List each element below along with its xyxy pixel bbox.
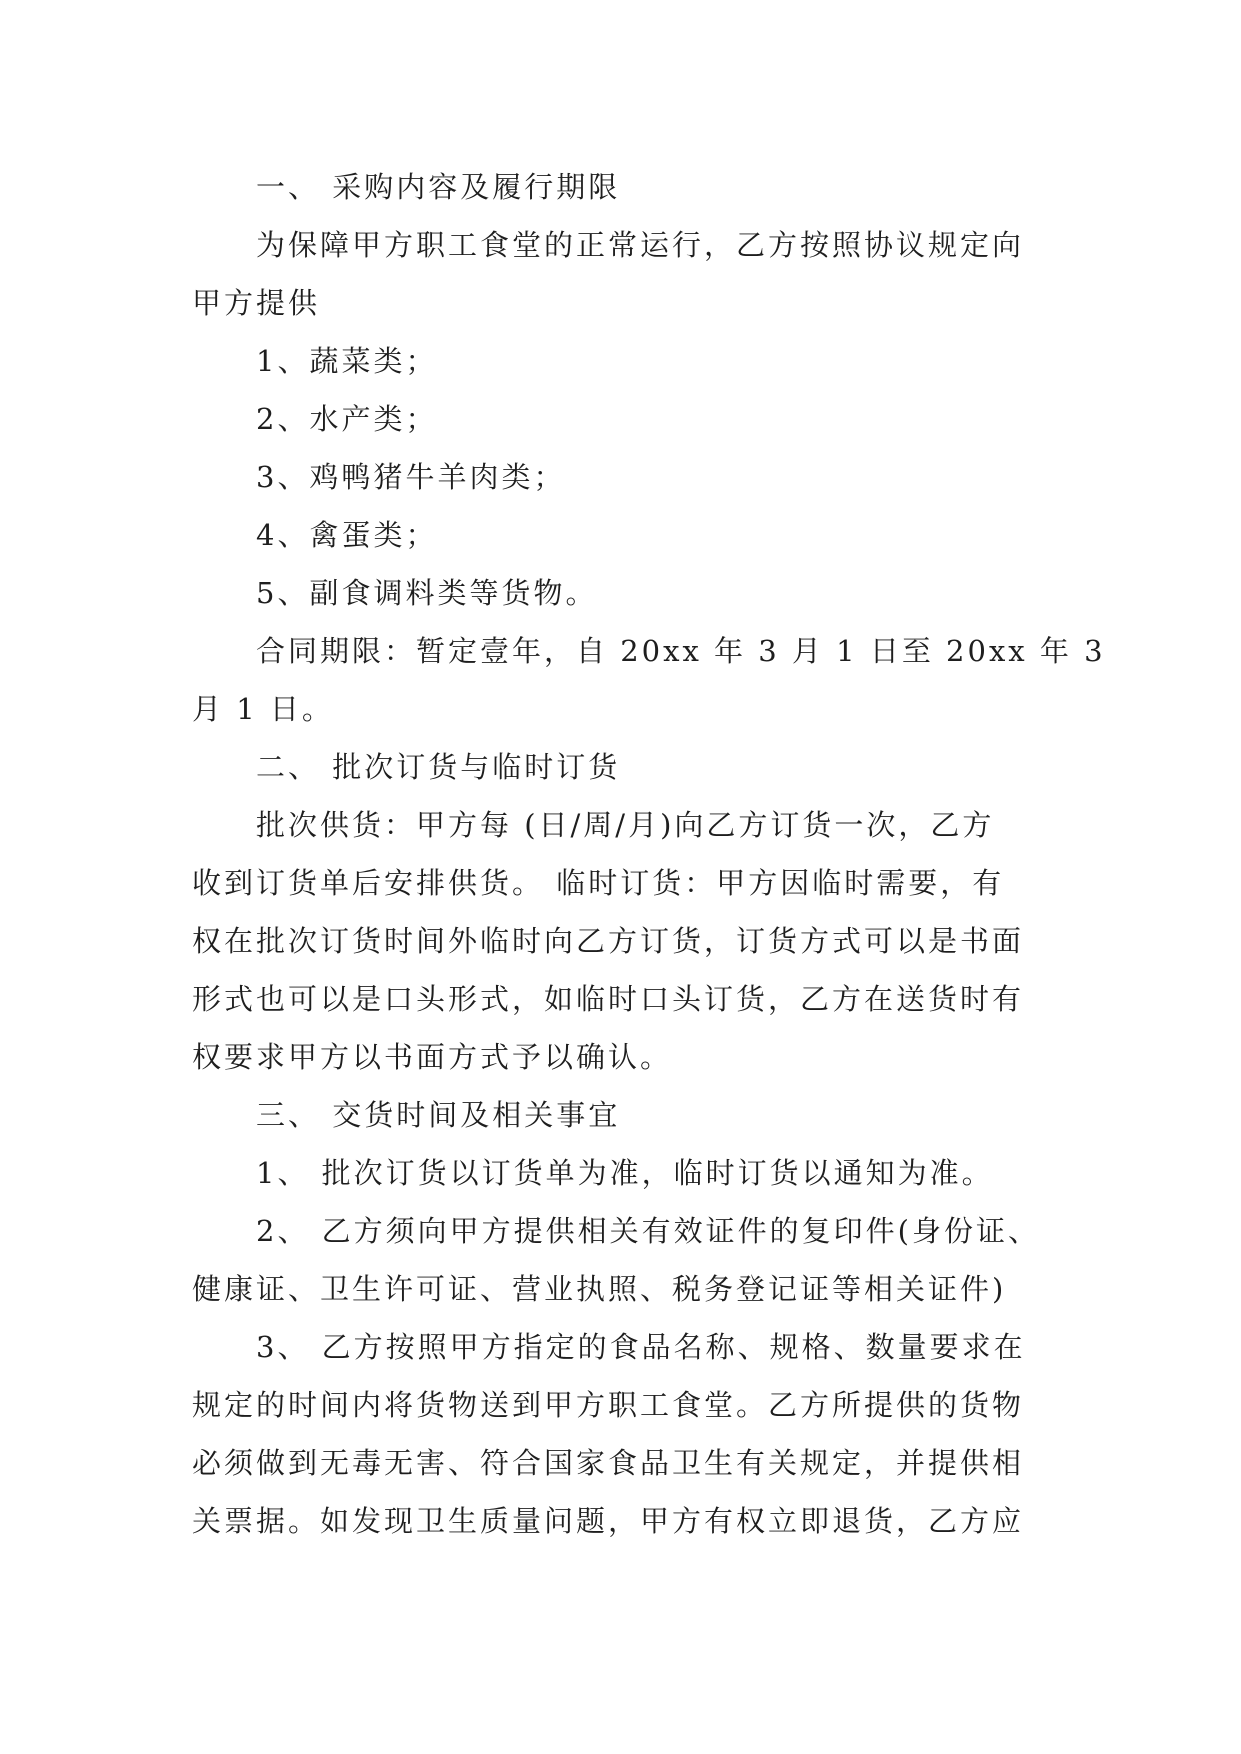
paragraph-line: 收到订货单后安排供货。 临时订货：甲方因临时需要，有 xyxy=(192,866,1005,900)
list-item: 1、蔬菜类； xyxy=(256,344,438,378)
list-item: 3、 乙方按照甲方指定的食品名称、规格、数量要求在 xyxy=(256,1330,1026,1364)
paragraph-line: 规定的时间内将货物送到甲方职工食堂。乙方所提供的货物 xyxy=(192,1388,1025,1422)
paragraph-line: 权在批次订货时间外临时向乙方订货，订货方式可以是书面 xyxy=(192,924,1025,958)
section-heading-1: 一、 采购内容及履行期限 xyxy=(256,170,621,204)
paragraph-line: 甲方提供 xyxy=(192,286,321,320)
list-item: 2、 乙方须向甲方提供相关有效证件的复印件(身份证、 xyxy=(256,1214,1040,1248)
paragraph-line: 批次供货：甲方每 (日/周/月)向乙方订货一次，乙方 xyxy=(256,808,995,842)
paragraph-line: 必须做到无毒无害、符合国家食品卫生有关规定，并提供相 xyxy=(192,1446,1025,1480)
paragraph-line: 健康证、卫生许可证、营业执照、税务登记证等相关证件) xyxy=(192,1272,1007,1306)
list-item: 4、禽蛋类； xyxy=(256,518,438,552)
list-item: 3、鸡鸭猪牛羊肉类； xyxy=(256,460,566,494)
section-heading-3: 三、 交货时间及相关事宜 xyxy=(256,1098,621,1132)
paragraph-line: 为保障甲方职工食堂的正常运行，乙方按照协议规定向 xyxy=(256,228,1025,262)
section-heading-2: 二、 批次订货与临时订货 xyxy=(256,750,621,784)
list-item: 2、水产类； xyxy=(256,402,438,436)
paragraph-line: 月 1 日。 xyxy=(192,692,334,726)
paragraph-line: 合同期限：暂定壹年，自 20xx 年 3 月 1 日至 20xx 年 3 xyxy=(256,634,1106,668)
list-item: 5、副食调料类等货物。 xyxy=(256,576,598,610)
document-body xyxy=(192,158,1106,1550)
paragraph-line: 形式也可以是口头形式，如临时口头订货，乙方在送货时有 xyxy=(192,982,1025,1016)
paragraph-line: 权要求甲方以书面方式予以确认。 xyxy=(192,1040,673,1074)
list-item: 1、 批次订货以订货单为准，临时订货以通知为准。 xyxy=(256,1156,994,1190)
paragraph-line: 关票据。如发现卫生质量问题，甲方有权立即退货，乙方应 xyxy=(192,1504,1025,1538)
